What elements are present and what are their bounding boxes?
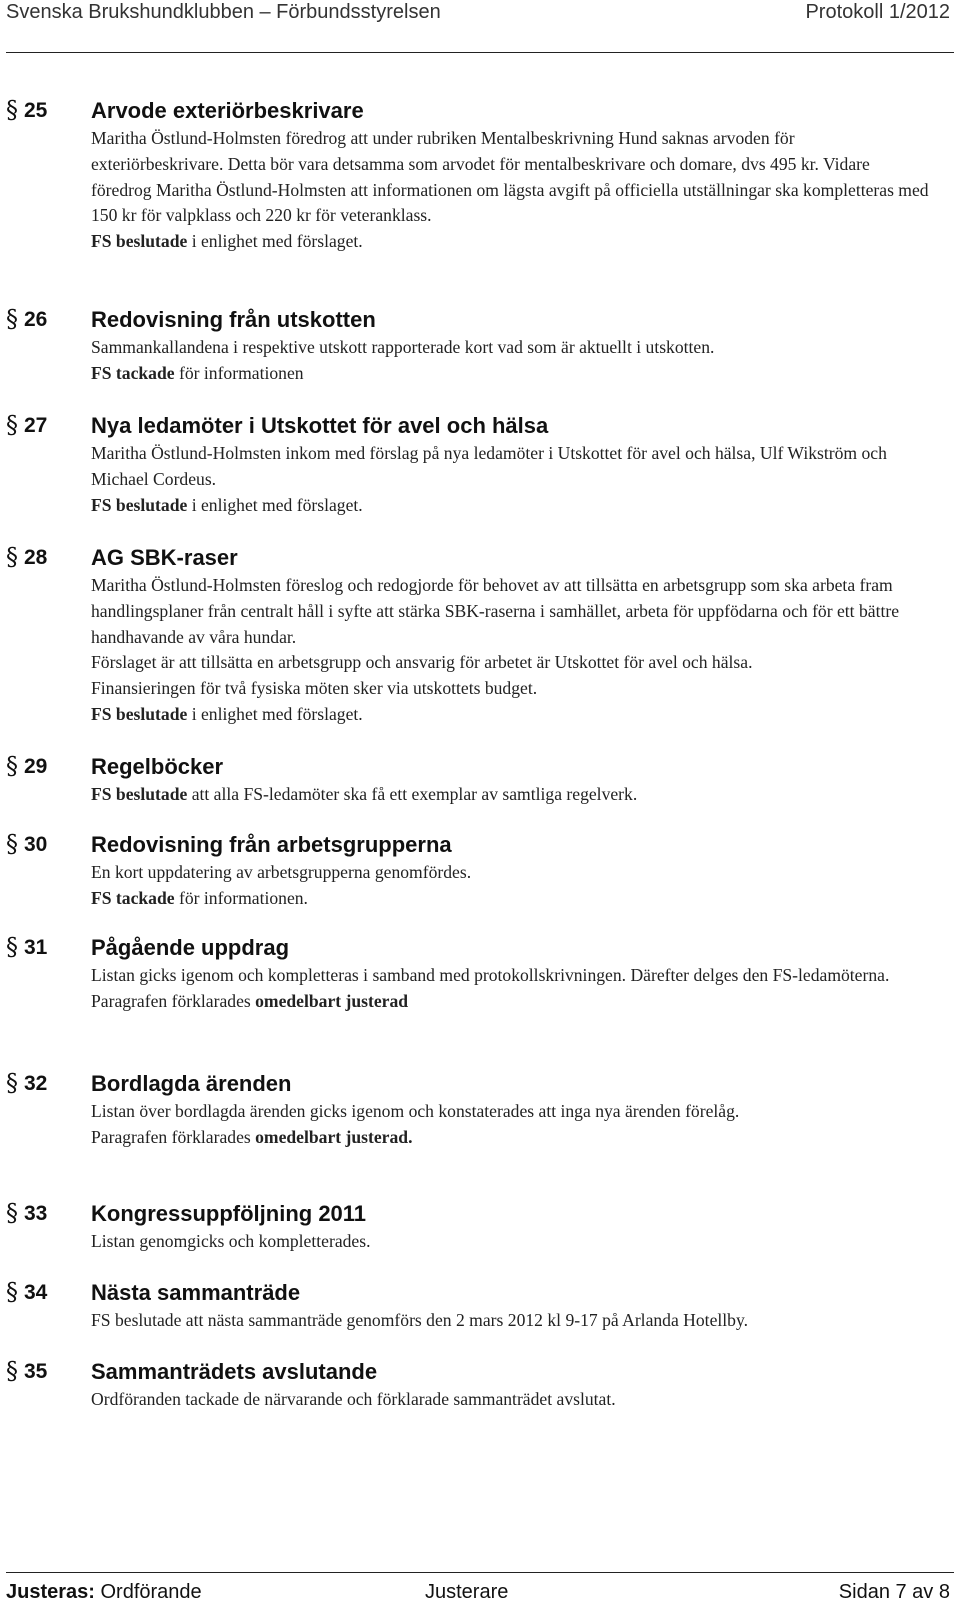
section-decision (91, 229, 929, 255)
header-organization: Svenska Brukshundklubben – Förbundsstyrelsen (6, 1, 441, 23)
footer-page-number: Sidan 7 av 8 (838, 1581, 950, 1603)
section-symbol: § (6, 305, 18, 333)
decision-label: FS beslutade (91, 784, 188, 804)
decision-text: i enlighet med förslaget. (187, 231, 363, 252)
section-number: 28 (24, 546, 48, 569)
section-number: 31 (24, 936, 48, 959)
section-paragraph: Maritha Östlund-Holmsten inkom med förslag på nya ledamöter i Utskottet för avel och hälsa, Ulf Wikström och Michael Cordeus. (91, 443, 887, 489)
section-body (91, 1229, 929, 1255)
decision-label: FS beslutade (91, 494, 188, 515)
section-number: 34 (24, 1281, 48, 1304)
section-body (91, 126, 929, 255)
section-symbol: § (6, 830, 18, 858)
section-body (91, 1387, 929, 1413)
section-decision (91, 361, 929, 387)
section-number: 35 (24, 1360, 48, 1383)
footer-justeras-label: Justeras: (6, 1581, 95, 1603)
decision-text: i enlighet med förslaget. (187, 703, 363, 724)
section-symbol: § (6, 1199, 18, 1227)
footer-justeras-role: Ordförande (94, 1581, 202, 1603)
decision-label: FS beslutade (91, 703, 188, 724)
section-number: 32 (24, 1072, 48, 1095)
section-title: Regelböcker (91, 754, 224, 779)
section-paragraph: Finansieringen för två fysiska möten sker via utskottets budget. (91, 678, 538, 699)
section-body (91, 441, 929, 518)
section-body (91, 1099, 929, 1151)
section-symbol: § (6, 411, 18, 439)
section-decision (91, 702, 929, 728)
section-symbol: § (6, 96, 18, 124)
section-paragraph: Listan genomgicks och kompletterades. (91, 1231, 371, 1251)
section-paragraph: En kort uppdatering av arbetsgrupperna genomfördes. (91, 862, 472, 882)
section-title: Kongressuppföljning 2011 (91, 1201, 367, 1226)
note-emphasis: omedelbart justerad. (255, 1126, 413, 1147)
section-decision (91, 886, 929, 912)
section-body (91, 573, 929, 728)
note-text: Paragrafen förklarades (91, 990, 256, 1011)
page-header (6, 0, 950, 24)
footer-justeras (6, 1580, 202, 1604)
section-title: AG SBK-raser (91, 545, 238, 570)
header-divider (6, 52, 954, 53)
section-body (91, 335, 929, 387)
section-symbol: § (6, 752, 18, 780)
section-title: Arvode exteriörbeskrivare (91, 98, 364, 123)
section-symbol: § (6, 1357, 18, 1385)
section-decision (91, 493, 929, 519)
section-body (91, 782, 929, 808)
section-symbol: § (6, 1069, 18, 1097)
note-text: Paragrafen förklarades (91, 1126, 256, 1147)
section-symbol: § (6, 933, 18, 961)
decision-text: i enlighet med förslaget. (187, 494, 363, 515)
decision-label: FS tackade (91, 362, 175, 383)
section-paragraph: Ordföranden tackade de närvarande och förklarade sammanträdet avslutat. (91, 1389, 616, 1409)
section-paragraph: Maritha Östlund-Holmsten föredrog att under rubriken Mentalbeskrivning Hund saknas arvoden för exteriörbeskrivare. Detta bör vara detsamma som arvodet för mentalbeskrivare och domare, dvs 495 kr. Vidare föredrog Maritha Östlund-Holmsten att informationen om lägsta avgift på officiella utställningar ska kompletteras med 150 kr för valpklass och 220 kr för veteranklass. (91, 128, 929, 226)
section-number: 30 (24, 833, 48, 856)
section-title: Pågående uppdrag (91, 935, 290, 960)
section-title: Nya ledamöter i Utskottet för avel och hälsa (91, 413, 549, 438)
footer-justerare: Justerare (425, 1581, 509, 1603)
section-body (91, 963, 929, 1015)
section-symbol: § (6, 543, 18, 571)
section-paragraph: Maritha Östlund-Holmsten föreslog och redogjorde för behovet av att tillsätta en arbetsgrupp som ska arbeta fram handlingsplaner från centralt håll i syfte att stärka SBK-raserna i samhället, arbeta för uppfödarna och för ett bättre handhavande av våra hundar. (91, 575, 900, 647)
decision-text: för informationen (174, 362, 304, 383)
note-emphasis: omedelbart justerad (255, 990, 409, 1011)
section-title: Sammanträdets avslutande (91, 1359, 378, 1384)
decision-label: FS beslutade (91, 231, 188, 252)
section-number: 25 (24, 99, 48, 122)
section-title: Redovisning från arbetsgrupperna (91, 832, 452, 857)
section-symbol: § (6, 1278, 18, 1306)
section-paragraph: FS beslutade att nästa sammanträde genomförs den 2 mars 2012 kl 9-17 på Arlanda Hotellby. (91, 1310, 749, 1330)
decision-label: FS tackade (91, 887, 175, 908)
section-note (91, 1125, 929, 1151)
section-decision (91, 782, 929, 808)
section-body (91, 1308, 929, 1334)
section-number: 29 (24, 755, 48, 778)
section-paragraph: Sammankallandena i respektive utskott rapporterade kort vad som är aktuellt i utskotten. (91, 337, 715, 357)
header-document-id: Protokoll 1/2012 (805, 1, 950, 23)
section-title: Redovisning från utskotten (91, 307, 376, 332)
section-number: 27 (24, 414, 48, 437)
section-number: 33 (24, 1202, 48, 1225)
page-footer (6, 1580, 950, 1604)
decision-text: för informationen. (174, 887, 308, 908)
section-number: 26 (24, 308, 48, 331)
section-note (91, 989, 929, 1015)
section-paragraph: Listan över bordlagda ärenden gicks igenom och konstaterades att inga nya ärenden förelåg. (91, 1101, 740, 1121)
section-title: Nästa sammanträde (91, 1280, 301, 1305)
section-paragraph: Listan gicks igenom och kompletteras i samband med protokollskrivningen. Därefter delges den FS-ledamöterna. (91, 965, 890, 985)
section-title: Bordlagda ärenden (91, 1071, 292, 1096)
footer-divider (6, 1572, 954, 1573)
section-body (91, 860, 929, 912)
decision-text: att alla FS-ledamöter ska få ett exemplar av samtliga regelverk. (187, 784, 638, 804)
section-paragraph: Förslaget är att tillsätta en arbetsgrupp och ansvarig för arbetet är Utskottet för avel och hälsa. (91, 652, 753, 673)
